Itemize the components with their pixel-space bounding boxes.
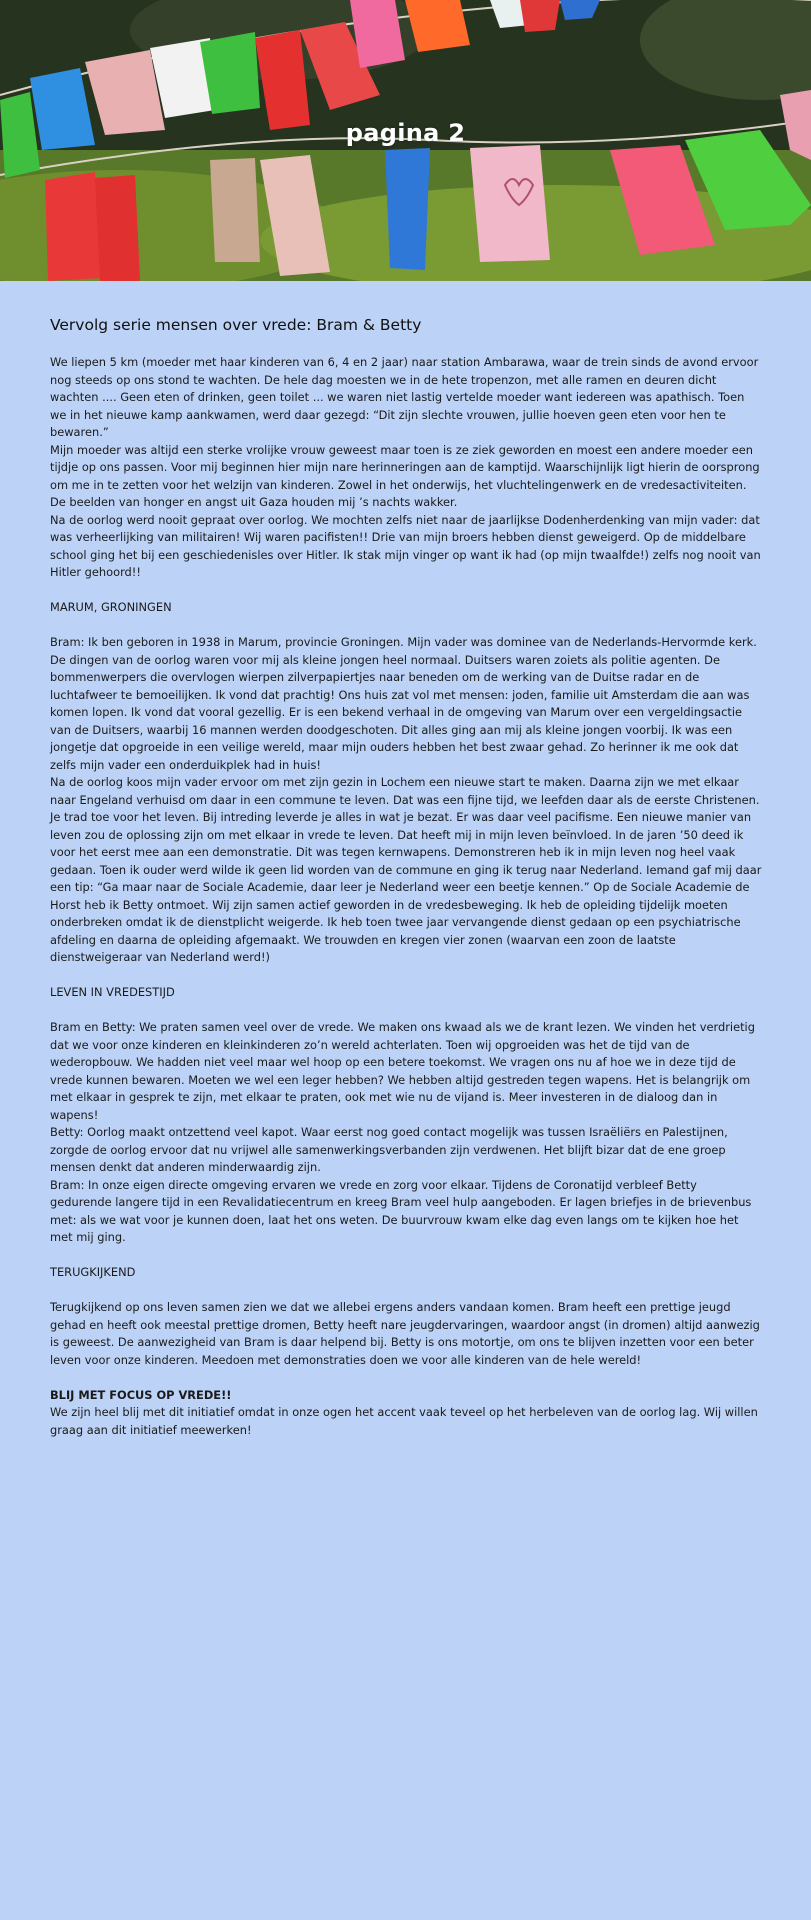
section-text-vredestijd: Bram en Betty: We praten samen veel over de vrede. We maken ons kwaad als we de krant lezen. We vinden het verdrietig dat we voor onze kinderen en kleinkinderen zo’n wereld achterlaten. Toen wij opgroeiden was het de tijd van de wederopbouw. We hadden niet veel maar wel hoop op een betere toekomst. We vragen ons nu af hoe we in deze tijd de vrede kunnen bewaren. Moeten we wel een leger hebben? We hebben altijd gestreden tegen wapens. Het is belangrijk om met elkaar in gesprek te zijn, met elkaar te praten, ook met wie nu de vijand is. Meer investeren in de dialoog dan in wapens! Betty: Oorlog maakt ontzettend veel kapot. Waar eerst nog goed contact mogelijk was tussen Israëliërs en Palestijnen, zorgde de oorlog ervoor dat nu vrijwel alle samenwerkingsverbanden zijn verdwenen. Het blijft bizar dat de ene groep mensen denkt dat anderen minderwaardig zijn. Bram: In onze eigen directe omgeving ervaren we vrede en zorg voor elkaar. Tijdens de Coronatijd verbleef Betty gedurende langere tijd in een Revalidatiecentrum en kreeg Bram veel hulp aangeboden. Er lagen briefjes in de brievenbus met: als we wat voor je kunnen doen, laat het ons weten. De buurvrouw kwam elke dag even langs om te kijken hoe het met mij ging. [50, 1020, 755, 1244]
section-heading-marum: MARUM, GRONINGEN [50, 600, 172, 614]
article-title: Vervolg serie mensen over vrede: Bram & Betty [50, 316, 422, 334]
header-banner [0, 0, 811, 281]
section-text-terugkijkend: Terugkijkend op ons leven samen zien we dat we allebei ergens anders vandaan komen. Bram heeft een prettige jeugd gehad en heeft ook meestal prettige dromen, Betty heeft nare jeugdervaringen, waardoor angst (in dromen) altijd aanwezig is geweest. De aanwezigheid van Bram is daar helpend bij. Betty is ons motortje, om ons te blijven inzetten voor een beter leven voor onze kinderen. Meedoen met demonstraties doen we voor alle kinderen van de hele wereld! [50, 1300, 760, 1367]
section-text-marum: Bram: Ik ben geboren in 1938 in Marum, provincie Groningen. Mijn vader was dominee van de Nederlands-Hervormde kerk. De dingen van de oorlog waren voor mij als kleine jongen heel normaal. Duitsers waren zoiets als politie agenten. De bommenwerpers die overvlogen wierpen zilverpapiertjes naar beneden om de werking van de Duitse radar en de luchtafweer te bemoeilijken. Ik vond dat prachtig! Ons huis zat vol met mensen: joden, familie uit Amsterdam die aan was komen lopen. Ik vond dat vooral gezellig. Er is een bekend verhaal in de omgeving van Marum over een vergeldingsactie van de Duitsers, waarbij 16 mannen werden doodgeschoten. Dit alles ging aan mij als kleine jongen voorbij. Ik was een jongetje dat opgroeide in een veilige wereld, maar mijn ouders hebben het best zwaar gehad. Zo herinner ik me ook dat zelfs mijn vader een onderduikplek had in huis! Na de oorlog koos mijn vader ervoor om met zijn gezin in Lochem een nieuwe start te maken. Daarna zijn we met elkaar naar Engeland verhuisd om daar in een commune te leven. Dat was een fijne tijd, we leefden daar als de eerste Christenen. Je trad toe voor het leven. Bij intreding leverde je alles in wat je bezat. Er was daar veel pacifisme. Een nieuwe manier van leven zou de oplossing zijn om met elkaar in vrede te leven. Dat heeft mij in mijn leven beïnvloed. In de jaren ’50 deed ik voor het eerst mee aan een demonstratie. Dit was tegen kernwapens. Demonstreren heb ik in mijn leven nog heel vaak gedaan. Toen ik ouder werd wilde ik geen lid worden van de commune en ging ik terug naar Nederland. Iemand gaf mij daar een tip: “Ga maar naar de Sociale Academie, daar leer je Nederland weer een beetje kennen.” Op de Sociale Academie de Horst heb ik Betty ontmoet. Wij zijn samen actief geworden in de vredesbeweging. Ik heb de opleiding tijdelijk moeten onderbreken omdat ik de dienstplicht weigerde. Ik heb toen twee jaar vervangende dienst gedaan op een psychiatrische afdeling en daarna de opleiding afgemaakt. We trouwden en kregen vier zonen (waarvan een zoon de laatste dienstweigeraar van Nederland werd!) [50, 635, 762, 964]
section-heading-focus-op-vrede: BLIJ MET FOCUS OP VREDE!! [50, 1387, 232, 1402]
section-heading-vredestijd: LEVEN IN VREDESTIJD [50, 985, 175, 999]
section-text-focus-op-vrede: We zijn heel blij met dit initiatief omdat in onze ogen het accent vaak teveel op het herbeleven van de oorlog lag. Wij willen graag aan dit initiatief meewerken! [50, 1405, 758, 1437]
intro-text: We liepen 5 km (moeder met haar kinderen van 6, 4 en 2 jaar) naar station Ambarawa, waar de trein sinds de avond ervoor nog steeds op ons stond te wachten. De hele dag moesten we in de hete tropenzon, met alle ramen en deuren dicht wachten .... Geen eten of drinken, geen toilet ... we waren niet lastig vertelde moeder want iedereen was apathisch. Toen we in het nieuwe kamp aankwamen, werd daar gezegd: “Dit zijn slechte vrouwen, jullie hoeven geen eten voor hen te bewaren.” Mijn moeder was altijd een sterke vrolijke vrouw geweest maar toen is ze ziek geworden en moest een andere moeder een tijdje op ons passen. Voor mij beginnen hier mijn nare herinneringen aan de kamptijd. Waarschijnlijk ligt hierin de oorsprong om me in te zetten voor het welzijn van kinderen. Zowel in het onderwijs, het vluchtelingenwerk en de vredesactiviteiten. De beelden van honger en angst uit Gaza houden mij ’s nachts wakker. Na de oorlog werd nooit gepraat over oorlog. We mochten zelfs niet naar de jaarlijkse Dodenherdenking van mijn vader: dat was verheerlijking van militairen! Wij waren pacifisten!! Drie van mijn broers hebben dienst geweigerd. Op de middelbare school ging het bij een geschiedenisles over Hitler. Ik stak mijn vinger op want ik had (op mijn twaalfde!) zelfs nog nooit van Hitler gehoord!! [50, 355, 761, 579]
article [50, 316, 762, 1439]
section-heading-terugkijkend: TERUGKIJKEND [50, 1265, 136, 1279]
page-title: pagina 2 [345, 119, 466, 147]
